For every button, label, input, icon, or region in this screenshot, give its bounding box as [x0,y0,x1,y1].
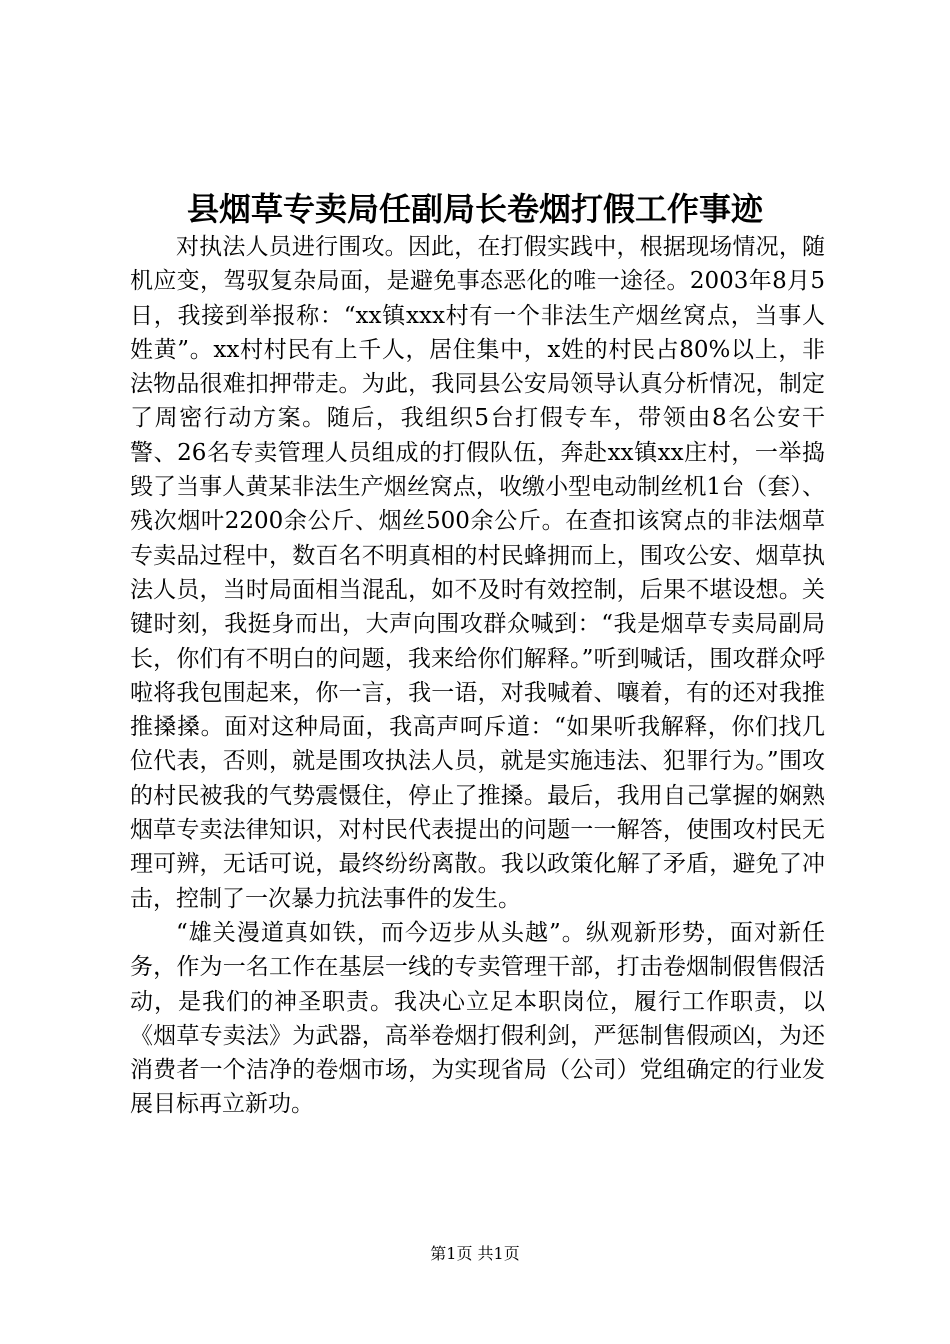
body-paragraph-1: 对执法人员进行围攻。因此，在打假实践中，根据现场情况，随机应变，驾驭复杂局面，是避免事态恶化的唯一途径。2003年8月5日，我接到举报称：“xx镇xxx村有一个非法生产烟丝窝点，当事人姓黄”。xx村村民有上千人，居住集中，x姓的村民占80%以上，非法物品很难扣押带走。为此，我同县公安局领导认真分析情况，制定了周密行动方案。随后，我组织5台打假专车，带领由8名公安干警、26名专卖管理人员组成的打假队伍，奔赴xx镇xx庄村，一举捣毁了当事人黄某非法生产烟丝窝点，收缴小型电动制丝机1台（套）、残次烟叶2200余公斤、烟丝500余公斤。在查扣该窝点的非法烟草专卖品过程中，数百名不明真相的村民蜂拥而上，围攻公安、烟草执法人员，当时局面相当混乱，如不及时有效控制，后果不堪设想。关键时刻，我挺身而出，大声向围攻群众喊到：“我是烟草专卖局副局长，你们有不明白的问题，我来给你们解释。”听到喊话，围攻群众呼啦将我包围起来，你一言，我一语，对我喊着、嚷着，有的还对我推推搡搡。面对这种局面，我高声呵斥道：“如果听我解释，你们找几位代表，否则，就是围攻执法人员，就是实施违法、犯罪行为。”围攻的村民被我的气势震慑住，停止了推搡。最后，我用自己掌握的娴熟烟草专卖法律知识，对村民代表提出的问题一一解答，使围攻村民无理可辨，无话可说，最终纷纷离散。我以政策化解了矛盾，避免了冲击，控制了一次暴力抗法事件的发生。 [130,234,825,912]
document-body [130,230,825,1122]
document-title: 县烟草专卖局任副局长卷烟打假工作事迹 [186,190,763,228]
page-footer: 第1页 共1页 [430,1244,520,1263]
body-paragraph-2: “雄关漫道真如铁，而今迈步从头越”。纵观新形势，面对新任务，作为一名工作在基层一线的专卖管理干部，打击卷烟制假售假活动，是我们的神圣职责。我决心立足本职岗位，履行工作职责，以《烟草专卖法》为武器，高举卷烟打假利剑，严惩制售假顽凶，为还消费者一个洁净的卷烟市场，为实现省局（公司）党组确定的行业发展目标再立新功。 [130,919,825,1118]
